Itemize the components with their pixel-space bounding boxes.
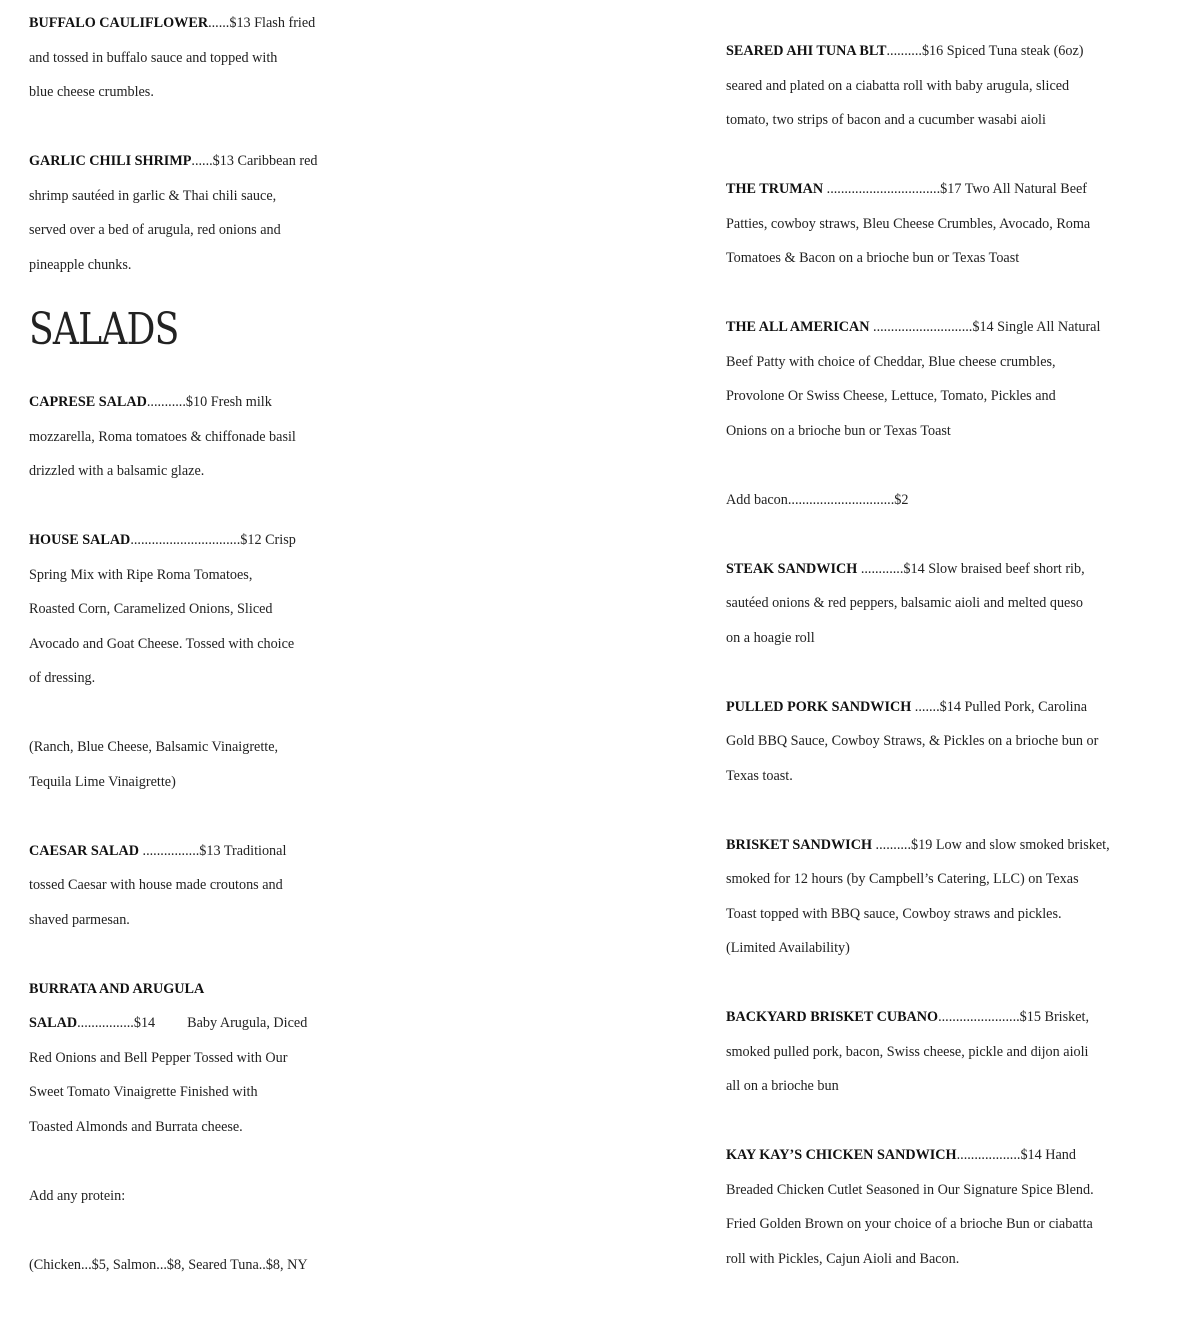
- item-name: CAPRESE SALAD: [29, 394, 147, 410]
- menu-item-backyard-brisket-cubano: [726, 1000, 1166, 1104]
- item-description-line: blue cheese crumbles.: [29, 84, 154, 100]
- item-description-line: Tomatoes & Bacon on a brioche bun or Texas Toast: [726, 250, 1020, 266]
- menu-item-garlic-chili-shrimp: [29, 144, 349, 282]
- item-name: CAESAR SALAD: [29, 842, 139, 859]
- item-name: BUFFALO CAULIFLOWER: [29, 15, 209, 31]
- item-name: SALAD: [29, 1015, 78, 1031]
- menu-item-kay-kays-chicken-sandwich: [726, 1138, 1166, 1276]
- item-name: PULLED PORK SANDWICH: [726, 698, 912, 715]
- item-price-line: ............$14 Slow braised beef short rib,: [857, 560, 1085, 577]
- item-description-line: served over a bed of arugula, red onions and: [29, 222, 281, 238]
- item-price: ................$14: [77, 1015, 156, 1031]
- item-description-line: Texas toast.: [726, 767, 793, 784]
- item-description-line: Provolone Or Swiss Cheese, Lettuce, Tomato, Pickles and: [726, 388, 1056, 404]
- item-description-line: Fried Golden Brown on your choice of a brioche Bun or ciabatta: [726, 1216, 1093, 1232]
- menu-item-seared-ahi-tuna-blt: [726, 34, 1166, 138]
- item-price-line: ..........$16 Spiced Tuna steak (6oz): [886, 43, 1084, 59]
- menu-item-buffalo-cauliflower: [29, 6, 349, 110]
- item-name: BURRATA AND ARUGULA: [29, 980, 205, 997]
- item-name: BRISKET SANDWICH: [726, 836, 872, 853]
- menu-item-caprese-salad: [29, 385, 349, 489]
- item-description-line: smoked pulled pork, bacon, Swiss cheese, pickle and dijon aioli: [726, 1043, 1089, 1060]
- item-description-line: Roasted Corn, Caramelized Onions, Sliced: [29, 601, 273, 617]
- item-name: THE TRUMAN: [726, 181, 824, 197]
- item-description-line: Avocado and Goat Cheese. Tossed with choice: [29, 635, 295, 652]
- add-protein-label: Add any protein:: [29, 1187, 126, 1204]
- add-bacon-line: Add bacon..............................$2: [726, 491, 909, 508]
- item-description-line: roll with Pickles, Cajun Aioli and Bacon.: [726, 1250, 960, 1267]
- section-heading-salads: SALADS: [29, 304, 179, 355]
- item-description-line: seared and plated on a ciabatta roll with baby arugula, sliced: [726, 77, 1070, 94]
- item-description-line: sautéed onions & red peppers, balsamic aioli and melted queso: [726, 595, 1083, 611]
- item-price-line: ................$13 Traditional: [138, 842, 287, 859]
- item-description-line: shrimp sautéed in garlic & Thai chili sauce,: [29, 187, 277, 204]
- menu-item-house-salad: [29, 523, 349, 696]
- right-menu-column: [726, 34, 1166, 1276]
- item-description-line: all on a brioche bun: [726, 1078, 839, 1094]
- item-description-line: smoked for 12 hours (by Campbell’s Catering, LLC) on Texas: [726, 871, 1079, 887]
- item-name: KAY KAY’S CHICKEN SANDWICH: [726, 1147, 957, 1163]
- item-name: HOUSE SALAD: [29, 532, 131, 548]
- dressing-line: Tequila Lime Vinaigrette): [29, 773, 176, 790]
- item-price-line: ..........$19 Low and slow smoked brisket,: [872, 836, 1110, 853]
- protein-options-line: (Chicken...$5, Salmon...$8, Seared Tuna..$8, NY: [29, 1256, 308, 1273]
- item-description-line: Red Onions and Bell Pepper Tossed with Our: [29, 1049, 288, 1066]
- item-description-line: (Limited Availability): [726, 940, 850, 956]
- add-bacon: [726, 483, 1166, 518]
- item-description-line: of dressing.: [29, 670, 96, 686]
- dressing-line: (Ranch, Blue Cheese, Balsamic Vinaigrette,: [29, 739, 279, 755]
- item-price-line: ..................$14 Hand: [956, 1147, 1076, 1163]
- item-name: SEARED AHI TUNA BLT: [726, 43, 887, 59]
- item-description-line: shaved parmesan.: [29, 911, 130, 928]
- item-price-line: .......................$15 Brisket,: [938, 1009, 1090, 1025]
- item-description-line: drizzled with a balsamic glaze.: [29, 463, 205, 479]
- item-price-line: ...........$10 Fresh milk: [146, 394, 272, 410]
- item-description-line: Toast topped with BBQ sauce, Cowboy straws and pickles.: [726, 905, 1062, 922]
- menu-item-burrata-arugula-salad: [29, 972, 349, 1145]
- item-price-line: ............................$14 Single All Natural: [869, 319, 1101, 335]
- menu-item-caesar-salad: [29, 834, 349, 938]
- menu-item-steak-sandwich: [726, 552, 1166, 656]
- item-description-line: tossed Caesar with house made croutons and: [29, 877, 283, 893]
- item-price-line: .......$14 Pulled Pork, Carolina: [911, 698, 1088, 715]
- item-name: THE ALL AMERICAN: [726, 319, 870, 335]
- item-description-line: Onions on a brioche bun or Texas Toast: [726, 422, 951, 439]
- item-name: STEAK SANDWICH: [726, 560, 858, 577]
- item-price-line: ...............................$12 Crisp: [130, 532, 296, 548]
- item-price-line: ......$13 Flash fried: [208, 15, 316, 31]
- item-description-line: Toasted Almonds and Burrata cheese.: [29, 1118, 243, 1135]
- item-description-line: Breaded Chicken Cutlet Seasoned in Our Signature Spice Blend.: [726, 1181, 1094, 1198]
- item-price-line: ................................$17 Two All Natural Beef: [823, 181, 1088, 197]
- item-description-line: pineapple chunks.: [29, 256, 132, 273]
- menu-item-the-all-american: [726, 310, 1166, 448]
- left-menu-column: [29, 6, 349, 1282]
- item-description-line: Baby Arugula, Diced: [187, 1015, 308, 1031]
- item-description-line: and tossed in buffalo sauce and topped with: [29, 49, 278, 66]
- add-protein: [29, 1179, 349, 1283]
- dressing-options: [29, 730, 349, 799]
- item-name: BACKYARD BRISKET CUBANO: [726, 1009, 939, 1025]
- item-price-line: ......$13 Caribbean red: [191, 153, 318, 169]
- item-description-line: Gold BBQ Sauce, Cowboy Straws, & Pickles on a brioche bun or: [726, 733, 1099, 749]
- item-description-line: Patties, cowboy straws, Bleu Cheese Crumbles, Avocado, Roma: [726, 215, 1091, 232]
- menu-item-brisket-sandwich: [726, 828, 1166, 966]
- menu-item-the-truman: [726, 172, 1166, 276]
- item-description-line: mozzarella, Roma tomatoes & chiffonade basil: [29, 428, 296, 445]
- item-description-line: Beef Patty with choice of Cheddar, Blue cheese crumbles,: [726, 353, 1056, 370]
- item-description-line: Sweet Tomato Vinaigrette Finished with: [29, 1084, 258, 1100]
- item-name: GARLIC CHILI SHRIMP: [29, 153, 192, 169]
- item-description-line: tomato, two strips of bacon and a cucumber wasabi aioli: [726, 112, 1046, 128]
- item-description-line: on a hoagie roll: [726, 629, 815, 646]
- menu-item-pulled-pork-sandwich: [726, 690, 1166, 794]
- item-description-line: Spring Mix with Ripe Roma Tomatoes,: [29, 566, 253, 583]
